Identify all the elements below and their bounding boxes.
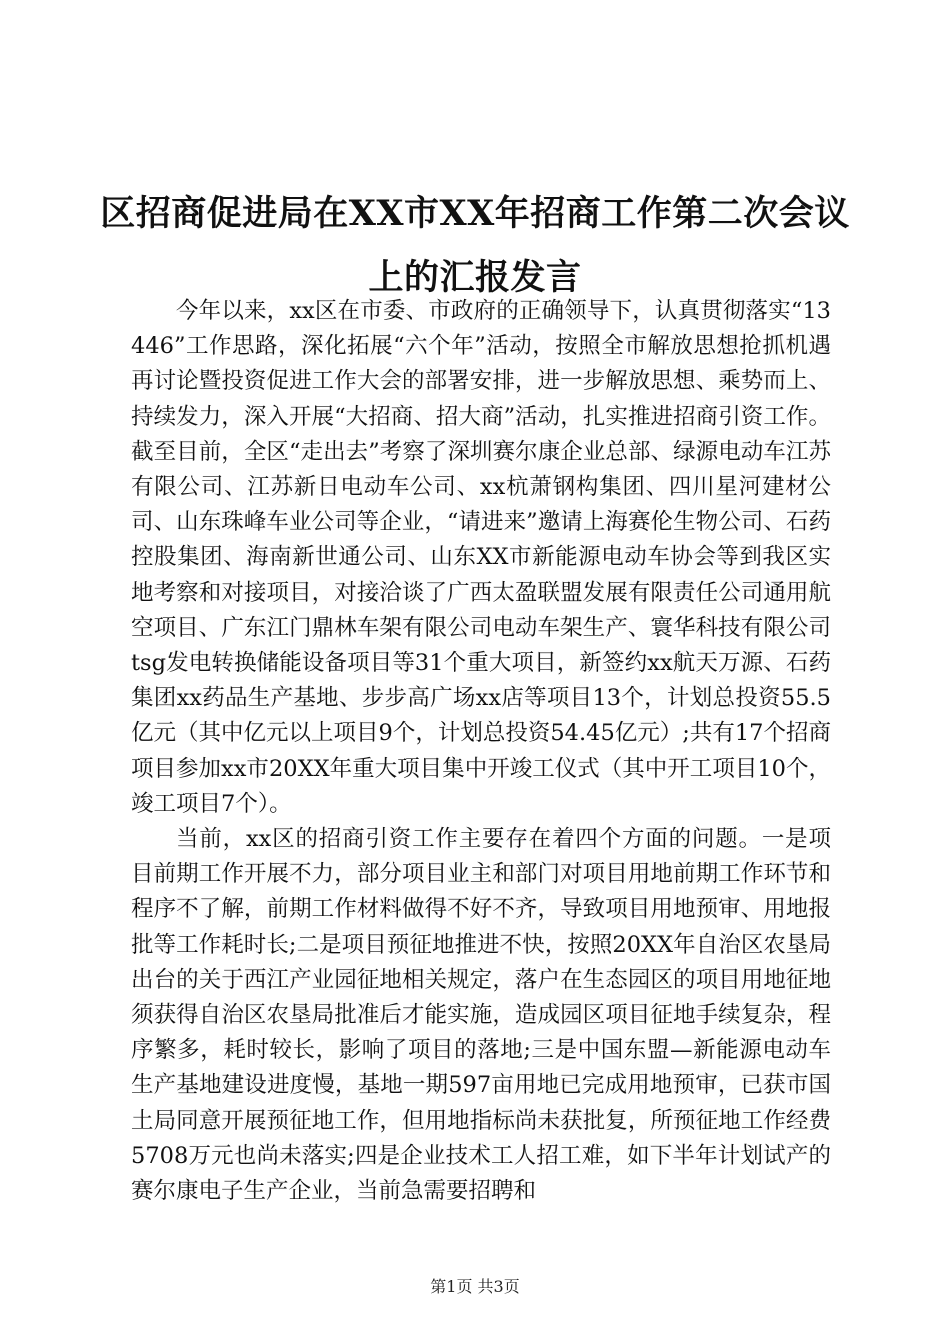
paragraph-1: 今年以来，xx区在市委、市政府的正确领导下，认真贯彻落实“13446”工作思路，深化拓展“六个年”活动，按照全市解放思想抢抓机遇再讨论暨投资促进工作大会的部署安排，进一步解放思想、乘势而上、持续发力，深入开展“大招商、招大商”活动，扎实推进招商引资工作。截至目前，全区“走出去”考察了深圳赛尔康企业总部、绿源电动车江苏有限公司、江苏新日电动车公司、xx杭萧钢构集团、四川星河建材公司、山东珠峰车业公司等企业，“请进来”邀请上海赛伦生物公司、石药控股集团、海南新世通公司、山东XX市新能源电动车协会等到我区实地考察和对接项目，对接洽谈了广西太盈联盟发展有限责任公司通用航空项目、广东江门鼎林车架有限公司电动车架生产、寰华科技有限公司tsg发电转换储能设备项目等31个重大项目，新签约xx航天万源、石药集团xx药品生产基地、步步高广场xx店等项目13个，计划总投资55.5亿元（其中亿元以上项目9个，计划总投资54.45亿元）;共有17个招商项目参加xx市20XX年重大项目集中开竣工仪式（其中开工项目10个，竣工项目7个）。 [131,298,831,817]
paragraph-2: 当前，xx区的招商引资工作主要存在着四个方面的问题。一是项目前期工作开展不力，部分项目业主和部门对项目用地前期工作环节和程序不了解，前期工作材料做得不好不齐，导致项目用地预审、用地报批等工作耗时长;二是项目预征地推进不快，按照20XX年自治区农垦局出台的关于西江产业园征地相关规定，落户在生态园区的项目用地征地须获得自治区农垦局批准后才能实施，造成园区项目征地手续复杂，程序繁多，耗时较长，影响了项目的落地;三是中国东盟—新能源电动车生产基地建设进度慢，基地一期597亩用地已完成用地预审，已获市国土局同意开展预征地工作，但用地指标尚未获批复，所预征地工作经费5708万元也尚未落实;四是企业技术工人招工难，如下半年计划试产的赛尔康电子生产企业，当前急需要招聘和 [131,826,831,1205]
page-footer: 第1页 共3页 [430,1277,520,1296]
document-title: 区招商促进局在XX市XX年招商工作第二次会议上的汇报发言 [100,193,850,298]
document-body [131,294,831,1209]
